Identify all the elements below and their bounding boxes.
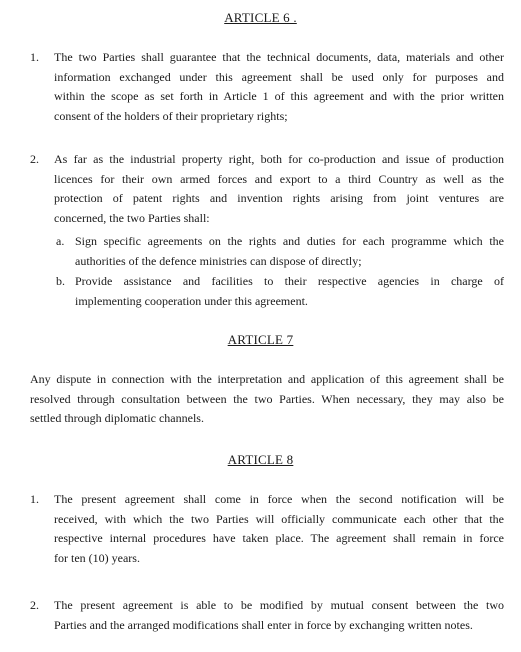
article-6-item-1-text [54, 48, 504, 126]
text-line: Sign specific agreements on the rights and duties for each programme which the [75, 234, 504, 248]
text-line: The two Parties shall guarantee that the technical documents, data, materials and other [54, 50, 504, 64]
text-line: settled through diplomatic channels. [30, 411, 204, 425]
text-line: Provide assistance and facilities to their respective agencies in charge of [75, 274, 504, 288]
text-line: within the scope as set forth in Article 1 of this agreement and with the prior written [54, 89, 504, 103]
text-line: authorities of the defence ministries can dispose of directly; [75, 253, 362, 268]
text-line: As far as the industrial property right, both for co-production and issue of production [54, 152, 504, 166]
article-6-sub-a-label: a. [56, 234, 65, 248]
text-line: Parties and the arranged modifications shall enter in force by exchanging written notes. [54, 617, 473, 632]
article-6-sub-b-text [75, 272, 504, 311]
article-6-sub-a-text [75, 232, 504, 271]
article-6-item-1-number: 1. [30, 50, 39, 64]
text-line: received, with which the two Parties will officially communicate each other that the [54, 511, 504, 526]
text-line: protection of patent rights and invention rights arising from joint ventures are [54, 191, 504, 205]
article-8-item-1-number: 1. [30, 492, 39, 506]
article-6-item-2-number: 2. [30, 152, 39, 166]
text-line: resolved through consultation between the two Parties. When necessary, they may also be [30, 391, 504, 406]
article-8-item-2-text [54, 596, 504, 635]
text-line: licences for their own armed forces and export to a third Country as well as the [54, 171, 504, 186]
text-line: for ten (10) years. [54, 550, 140, 565]
text-line: Any dispute in connection with the interpretation and application of this agreement shall be [30, 372, 504, 386]
article-7-text [30, 370, 504, 429]
text-line: concerned, the two Parties shall: [54, 210, 210, 225]
article-6-item-2-text [54, 150, 504, 228]
article-7-heading: ARTICLE 7 [227, 332, 294, 347]
text-line: The present agreement is able to be modified by mutual consent between the two [54, 598, 504, 612]
article-6-heading: ARTICLE 6 . [224, 10, 297, 25]
article-8-item-1-text [54, 490, 504, 568]
article-8-heading: ARTICLE 8 [227, 452, 294, 467]
text-line: consent of the holders of their proprietary rights; [54, 108, 288, 123]
text-line: respective internal procedures have taken place. The agreement shall remain in force [54, 531, 504, 545]
text-line: information exchanged under this agreement shall be used only for purposes and [54, 69, 504, 84]
article-6-sub-b-label: b. [56, 274, 65, 288]
article-8-item-2-number: 2. [30, 598, 39, 612]
text-line: implementing cooperation under this agreement. [75, 293, 308, 308]
text-line: The present agreement shall come in force when the second notification will be [54, 492, 504, 506]
